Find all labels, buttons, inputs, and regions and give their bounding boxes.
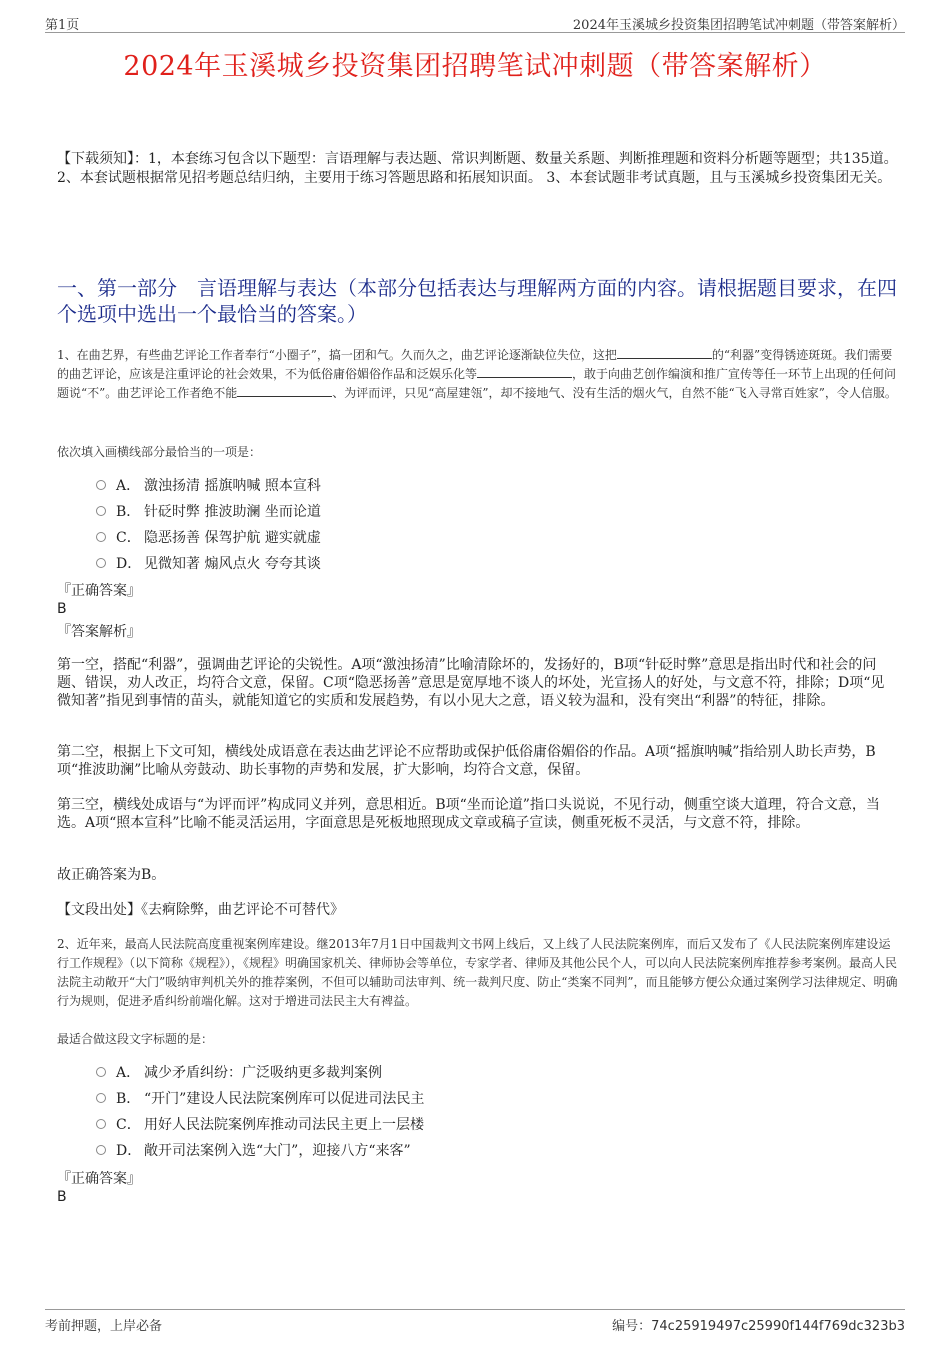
question-1-text: 1、在曲艺界，有些曲艺评论工作者奉行“小圈子”，搞一团和气。久而久之，曲艺评论逐渐缺位失位，这把 的“利器”变得锈迹斑斑。我们需要的曲艺评论，应该是注重评论的社会效果，不为低俗庸俗媚俗作品和泛娱乐化等 ，敢于向曲艺创作编演和推广宣传等任一环节上出现的任何问题说“不”。曲艺评论工作者绝不能 、为评而评，只见“高屋建瓴”，却不接地气、没有生活的烟火气，自然不能“飞入寻常百姓家”，令人信服。	[57, 348, 897, 400]
analysis-conclusion: 故正确答案为B。	[57, 867, 166, 883]
radio-icon[interactable]	[96, 1067, 106, 1077]
question-2-option-d[interactable]: D． 敞开司法案例入选“大门”，迎接八方“来客”	[96, 1141, 411, 1161]
analysis-paragraph-2: 第二空，根据上下文可知，横线处成语意在表达曲艺评论不应帮助或保护低俗庸俗媚俗的作品。A项“摇旗呐喊”指给别人助长声势，B项“推波助澜”比喻从旁鼓动、助长事物的声势和发展，扩大影响，均符合文意，保留。	[57, 744, 876, 778]
document-title: 2024年玉溪城乡投资集团招聘笔试冲刺题（带答案解析）	[123, 51, 827, 82]
question-1-option-c[interactable]: C． 隐恶扬善 保驾护航 避实就虚	[96, 528, 321, 548]
question-1-source: 【文段出处】《去痾除弊，曲艺评论不可替代》	[57, 902, 344, 918]
question-1-prompt: 依次填入画横线部分最恰当的一项是：	[57, 445, 262, 459]
page-header	[45, 12, 905, 33]
question-2-prompt: 最适合做这段文字标题的是：	[57, 1032, 214, 1046]
footer-code: 编号：74c25919497c25990f144f769dc323b3	[612, 1319, 905, 1334]
blank-1	[617, 347, 712, 359]
question-2-option-c[interactable]: C． 用好人民法院案例库推动司法民主更上一层楼	[96, 1115, 424, 1135]
radio-icon[interactable]	[96, 1119, 106, 1129]
radio-icon[interactable]	[96, 1093, 106, 1103]
question-1-answer: B	[57, 601, 67, 617]
question-2-option-a[interactable]: A． 减少矛盾纠纷：广泛吸纳更多裁判案例	[96, 1063, 382, 1083]
blank-2	[477, 366, 572, 378]
question-2-text: 2、近年来，最高人民法院高度重视案例库建设。继2013年7月1日中国裁判文书网上线后，又上线了人民法院案例库，而后又发布了《人民法院案例库建设运行工作规程》（以下简称《规程》），《规程》明确国家机关、律师协会等单位，专家学者、律师及其他公民个人，可以向人民法院案例库推荐参考案例。最高人民法院主动敞开“大门”吸纳审判机关外的推荐案例，不但可以辅助司法审判、统一裁判尺度、防止“类案不同判”，而且能够方便公众通过案例学习法律规定、明确行为规则，促进矛盾纠纷前端化解。这对于增进司法民主大有裨益。	[57, 937, 898, 1008]
page-footer	[45, 1309, 905, 1332]
analysis-paragraph-1: 第一空，搭配“利器”，强调曲艺评论的尖锐性。A项“激浊扬清”比喻清除坏的，发扬好的，B项“针砭时弊”意思是指出时代和社会的问题、错误，劝人改正，均符合文意，保留。C项“隐恶扬善”意思是宽厚地不谈人的坏处，光宣扬人的好处，与文意不符，排除；D项“见微知著”指见到事情的苗头，就能知道它的实质和发展趋势，有以小见大之意，语义较为温和，没有突出“利器”的特征，排除。	[57, 657, 885, 709]
header-doc-title: 2024年玉溪城乡投资集团招聘笔试冲刺题（带答案解析）	[572, 18, 905, 33]
radio-icon[interactable]	[96, 532, 106, 542]
question-1-answer-label: 『正确答案』	[57, 583, 141, 599]
radio-icon[interactable]	[96, 506, 106, 516]
radio-icon[interactable]	[96, 558, 106, 568]
question-1-option-b[interactable]: B． 针砭时弊 推波助澜 坐而论道	[96, 502, 321, 522]
question-1-analysis-label: 『答案解析』	[57, 624, 141, 640]
question-2-option-b[interactable]: B． “开门”建设人民法院案例库可以促进司法民主	[96, 1089, 424, 1109]
question-2-answer: B	[57, 1189, 67, 1205]
footer-slogan: 考前押题，上岸必备	[45, 1319, 163, 1334]
page-number: 第1页	[45, 18, 80, 33]
radio-icon[interactable]	[96, 480, 106, 490]
section-heading: 一、第一部分 言语理解与表达（本部分包括表达与理解两方面的内容。请根据题目要求，在四个选项中选出一个最恰当的答案。）	[57, 276, 897, 326]
download-notice: 【下载须知】：1，本套练习包含以下题型：言语理解与表达题、常识判断题、数量关系题、判断推理题和资料分析题等题型；共135道。 2、本套试题根据常见招考题总结归纳，主要用于练习答题思路和拓展知识面。 3、本套试题非考试真题，且与玉溪城乡投资集团无关。	[57, 151, 898, 186]
question-2-answer-label: 『正确答案』	[57, 1171, 141, 1187]
blank-3	[237, 385, 332, 397]
analysis-paragraph-3: 第三空，横线处成语与“为评而评”构成同义并列，意思相近。B项“坐而论道”指口头说说，不见行动，侧重空谈大道理，符合文意，当选。A项“照本宣科”比喻不能灵活运用，字面意思是死板地照现成文章或稿子宣读，侧重死板不灵活，与文意不符，排除。	[57, 797, 880, 831]
radio-icon[interactable]	[96, 1145, 106, 1155]
question-1-option-d[interactable]: D． 见微知著 煽风点火 夸夸其谈	[96, 554, 321, 574]
question-1-option-a[interactable]: A． 激浊扬清 摇旗呐喊 照本宣科	[96, 476, 321, 496]
